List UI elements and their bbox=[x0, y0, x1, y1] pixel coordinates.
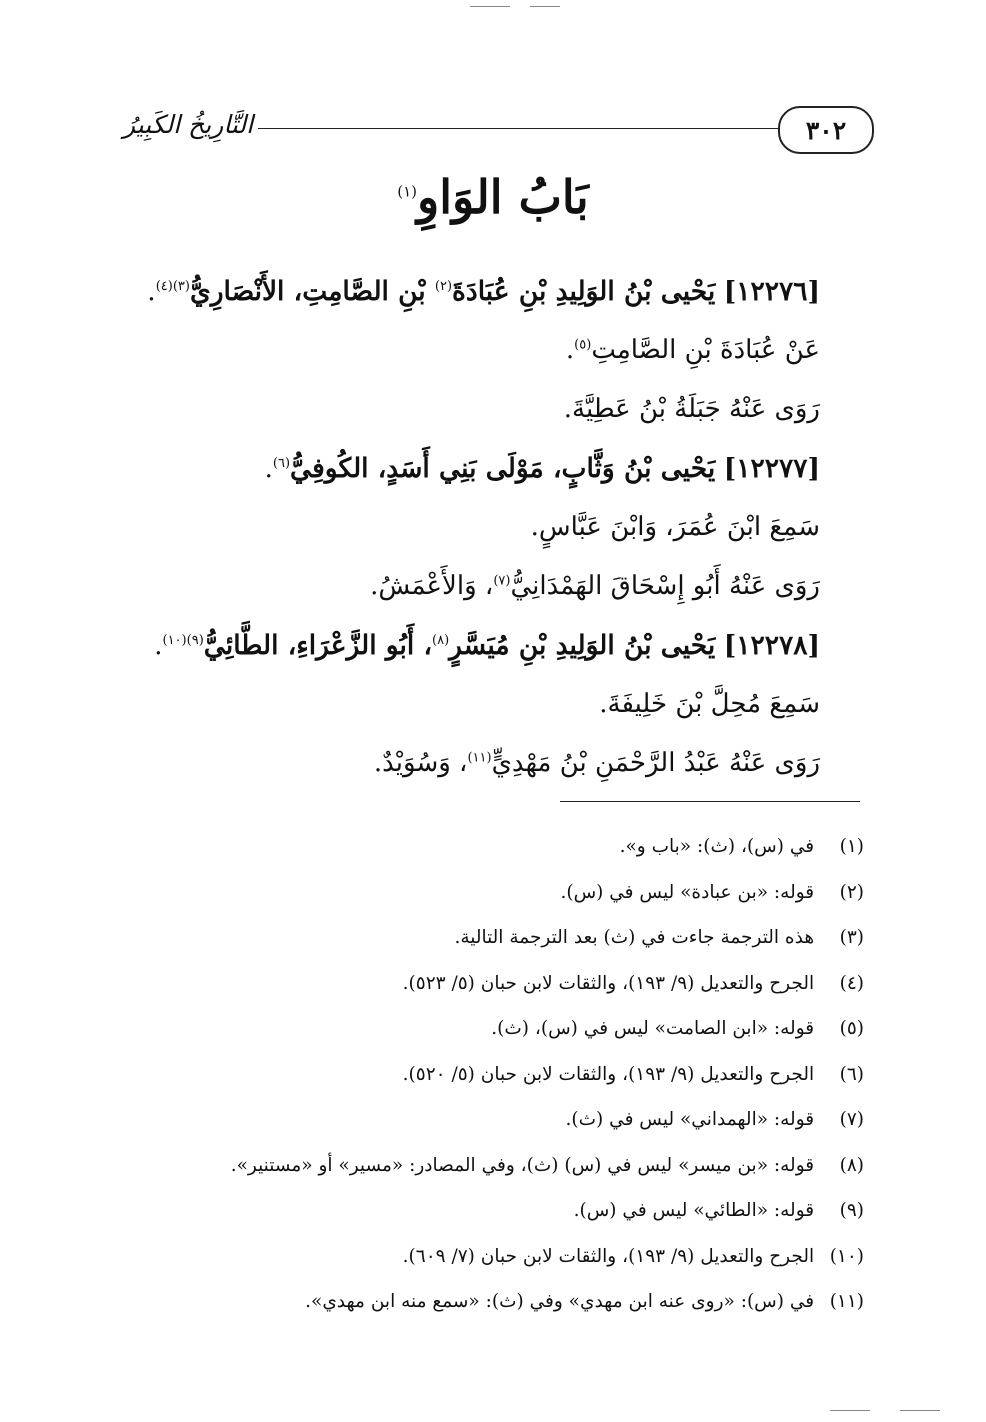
footnote-number: (٣) bbox=[839, 927, 864, 948]
entry-name-cont: بْنِ الصَّامِتِ، الأَنْصَارِيُّ bbox=[189, 276, 435, 307]
scan-mark bbox=[530, 6, 560, 7]
main-text bbox=[120, 262, 820, 793]
footnote-number: (١١) bbox=[829, 1291, 864, 1312]
line-end: ، وَسُوَيْدٌ. bbox=[373, 748, 468, 778]
footnote bbox=[144, 870, 864, 916]
scan-mark bbox=[830, 1410, 870, 1411]
footnote bbox=[144, 824, 864, 870]
text-line bbox=[120, 380, 820, 439]
footnote-ref: (٣)(٤) bbox=[155, 279, 190, 295]
line-text: رَوَى عَنْهُ عَبْدُ الرَّحْمَنِ بْنُ مَهْدِيٍّ bbox=[491, 748, 820, 778]
entry-number: [١٢٢٧٨] bbox=[723, 630, 820, 661]
scan-mark bbox=[470, 6, 510, 7]
footnote-number: (٢) bbox=[839, 881, 864, 903]
footnote bbox=[144, 1052, 864, 1098]
line-text: رَوَى عَنْهُ جَبَلَةُ بْنُ عَطِيَّةَ. bbox=[563, 394, 820, 424]
line-end: ، وَالأَعْمَشُ. bbox=[370, 571, 494, 601]
entry-line bbox=[120, 439, 820, 498]
footnote-text: الجرح والتعديل (٩/ ١٩٣)، والثقات لابن حبان (٥/ ٥٢٠). bbox=[402, 1063, 815, 1085]
footnote-text: الجرح والتعديل (٩/ ١٩٣)، والثقات لابن حبان (٧/ ٦٠٩). bbox=[402, 1245, 815, 1267]
footnote-ref: (٨) bbox=[432, 633, 450, 649]
entry-line bbox=[120, 616, 820, 675]
entry-number: [١٢٢٧٦] bbox=[723, 276, 820, 307]
footnote-number: (٩) bbox=[839, 1200, 864, 1221]
footnote bbox=[144, 1234, 864, 1280]
line-text: سَمِعَ مُحِلَّ بْنَ خَلِيفَةَ. bbox=[599, 689, 820, 719]
line-text: عَنْ عُبَادَةَ بْنِ الصَّامِتِ bbox=[591, 335, 820, 365]
footnote-text: قوله: «الطائي» ليس في (س). bbox=[573, 1200, 815, 1221]
footnote-number: (٦) bbox=[839, 1063, 864, 1085]
footnote-text: في (س)، (ث): «باب و». bbox=[619, 836, 815, 857]
footnote-ref: (٩)(١٠) bbox=[162, 633, 204, 649]
footnote-separator bbox=[560, 801, 860, 802]
footnote bbox=[144, 1143, 864, 1189]
line-end: . bbox=[147, 276, 156, 307]
scan-mark bbox=[900, 1410, 940, 1411]
footnote bbox=[144, 1097, 864, 1143]
footnote bbox=[144, 915, 864, 961]
line-end: . bbox=[565, 335, 575, 365]
entry-name: يَحْيى بْنُ الوَلِيدِ بْنِ مُيَسَّرٍ bbox=[449, 630, 716, 661]
page-number: ٣٠٢ bbox=[778, 106, 874, 154]
entry-name: يَحْيى بْنُ الوَلِيدِ بْنِ عُبَادَةَ bbox=[452, 276, 716, 307]
line-end: . bbox=[264, 453, 273, 484]
entry-line bbox=[120, 262, 820, 321]
footnote-number: (٨) bbox=[839, 1154, 864, 1176]
footnote-text: في (س): «روى عنه ابن مهدي» وفي (ث): «سمع منه ابن مهدي». bbox=[305, 1291, 815, 1312]
footnotes bbox=[144, 824, 864, 1325]
text-line bbox=[120, 498, 820, 557]
header-rule bbox=[258, 128, 778, 129]
footnote-text: قوله: «بن عبادة» ليس في (س). bbox=[560, 881, 815, 903]
footnote-ref: (٢) bbox=[434, 279, 453, 295]
text-line bbox=[120, 734, 820, 793]
entry-name-cont: ، أَبُو الزَّعْرَاءِ، الطَّائِيُّ bbox=[203, 630, 433, 661]
line-text: رَوَى عَنْهُ أَبُو إِسْحَاقَ الهَمْدَانِيُّ bbox=[510, 571, 820, 601]
footnote bbox=[144, 1188, 864, 1234]
footnote-text: قوله: «ابن الصامت» ليس في (س)، (ث). bbox=[491, 1018, 815, 1039]
footnote-text: الجرح والتعديل (٩/ ١٩٣)، والثقات لابن حبان (٥/ ٥٢٣). bbox=[402, 972, 815, 994]
footnote-number: (٥) bbox=[839, 1018, 864, 1039]
footnote bbox=[144, 1006, 864, 1052]
footnote-number: (٧) bbox=[839, 1109, 864, 1130]
footnote-number: (١٠) bbox=[829, 1245, 864, 1267]
running-title: التَّارِيخُ الكَبِيرُ bbox=[122, 110, 254, 139]
footnote-ref: (٦) bbox=[272, 456, 291, 472]
footnote-number: (٤) bbox=[839, 972, 864, 994]
footnote-ref: (١١) bbox=[467, 750, 492, 766]
text-line bbox=[120, 675, 820, 734]
footnote-text: قوله: «الهمداني» ليس في (ث). bbox=[565, 1109, 815, 1130]
entry-name: يَحْيى بْنُ وَثَّابٍ، مَوْلَى بَنِي أَسَدٍ، الكُوفِيُّ bbox=[290, 453, 716, 484]
footnote bbox=[144, 961, 864, 1007]
footnote-ref: (٥) bbox=[574, 337, 592, 353]
chapter-title: بَابُ الوَاوِ bbox=[417, 170, 589, 224]
footnote-number: (١) bbox=[839, 836, 864, 857]
entry-number: [١٢٢٧٧] bbox=[723, 453, 820, 484]
footnote-text: قوله: «بن ميسر» ليس في (س) (ث)، وفي المصادر: «مسير» أو «مستنير». bbox=[230, 1154, 815, 1176]
footnote-ref: (٧) bbox=[493, 573, 511, 589]
footnote bbox=[144, 1279, 864, 1325]
chapter-heading bbox=[0, 170, 986, 224]
line-text: سَمِعَ ابْنَ عُمَرَ، وَابْنَ عَبَّاسٍ. bbox=[530, 512, 820, 542]
footnote-ref: (١) bbox=[397, 182, 418, 201]
text-line bbox=[120, 557, 820, 616]
footnote-text: هذه الترجمة جاءت في (ث) بعد الترجمة التالية. bbox=[454, 927, 815, 948]
text-line bbox=[120, 321, 820, 380]
line-end: . bbox=[154, 630, 163, 661]
